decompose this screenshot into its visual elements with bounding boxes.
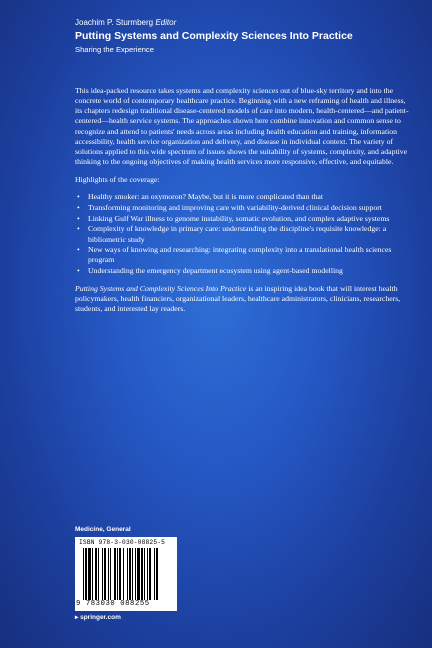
cover-footer — [75, 525, 177, 623]
barcode-bars — [83, 548, 173, 600]
book-title: Putting Systems and Complexity Sciences Into Practice — [75, 30, 353, 42]
closing-book-title: Putting Systems and Complexity Sciences Into Practice — [75, 284, 247, 294]
highlight-item: • Linking Gulf War illness to genome instability, somatic evolution, and complex adaptive systems — [75, 214, 410, 224]
barcode-digits: 9 783030 088255 — [76, 600, 150, 608]
description-paragraph: This idea-packed resource takes systems and complexity sciences out of blue-sky territory and into the concrete world of contemporary healthcare practice. Beginning with a new reframing of health and illness, its chapters redesign traditional disease-centered models of care into modern, health-centered—and patient-centered—health service systems. The approaches shown here combine innovation and common sense to recognize and attend to patients' needs across areas including health education and training, information accessibility, health service organization and delivery, and disease in individual context. The variety of solutions applied to this wide spectrum of issues shows the suitability of systems, complexity, and adaptive thinking to the ongoing objectives of making health services more responsive, effective, and equitable. — [75, 86, 409, 167]
closing-text: is an inspiring idea book that will interest health policymakers, health financiers, organizational leaders, healthcare administrators, clinicians, researchers, students, and interested lay readers. — [75, 284, 401, 314]
isbn-label: ISBN 978-3-030-08825-5 — [79, 539, 166, 546]
editor-role: Editor — [155, 18, 177, 27]
blurb — [75, 86, 410, 315]
highlight-item: • Understanding the emergency department ecosystem using agent-based modelling — [75, 266, 410, 276]
highlights-heading: Highlights of the coverage: — [75, 175, 160, 185]
closing-paragraph — [75, 284, 410, 314]
isbn-barcode — [75, 537, 177, 611]
editor-name: Joachim P. Sturmberg — [75, 18, 154, 27]
highlight-item: • Complexity of knowledge in primary care: understanding the discipline's requisite knowledge: a bibliometric study — [75, 224, 410, 244]
editor-line — [75, 17, 405, 28]
highlight-item: • Transforming monitoring and improving care with variability-derived clinical decision support — [75, 203, 410, 213]
highlight-item: • New ways of knowing and researching: integrating complexity into a translational health sciences program — [75, 245, 410, 265]
book-subtitle: Sharing the Experience — [75, 45, 154, 54]
website-text: springer.com — [80, 614, 121, 621]
highlight-item: • Healthy smoker: an oxymoron? Maybe, but it is more complicated than that — [75, 192, 410, 202]
cover-header — [75, 17, 405, 55]
publisher-website: ▸ springer.com — [75, 614, 121, 621]
subject-category: Medicine, General — [75, 526, 131, 533]
highlights-list — [75, 192, 410, 276]
